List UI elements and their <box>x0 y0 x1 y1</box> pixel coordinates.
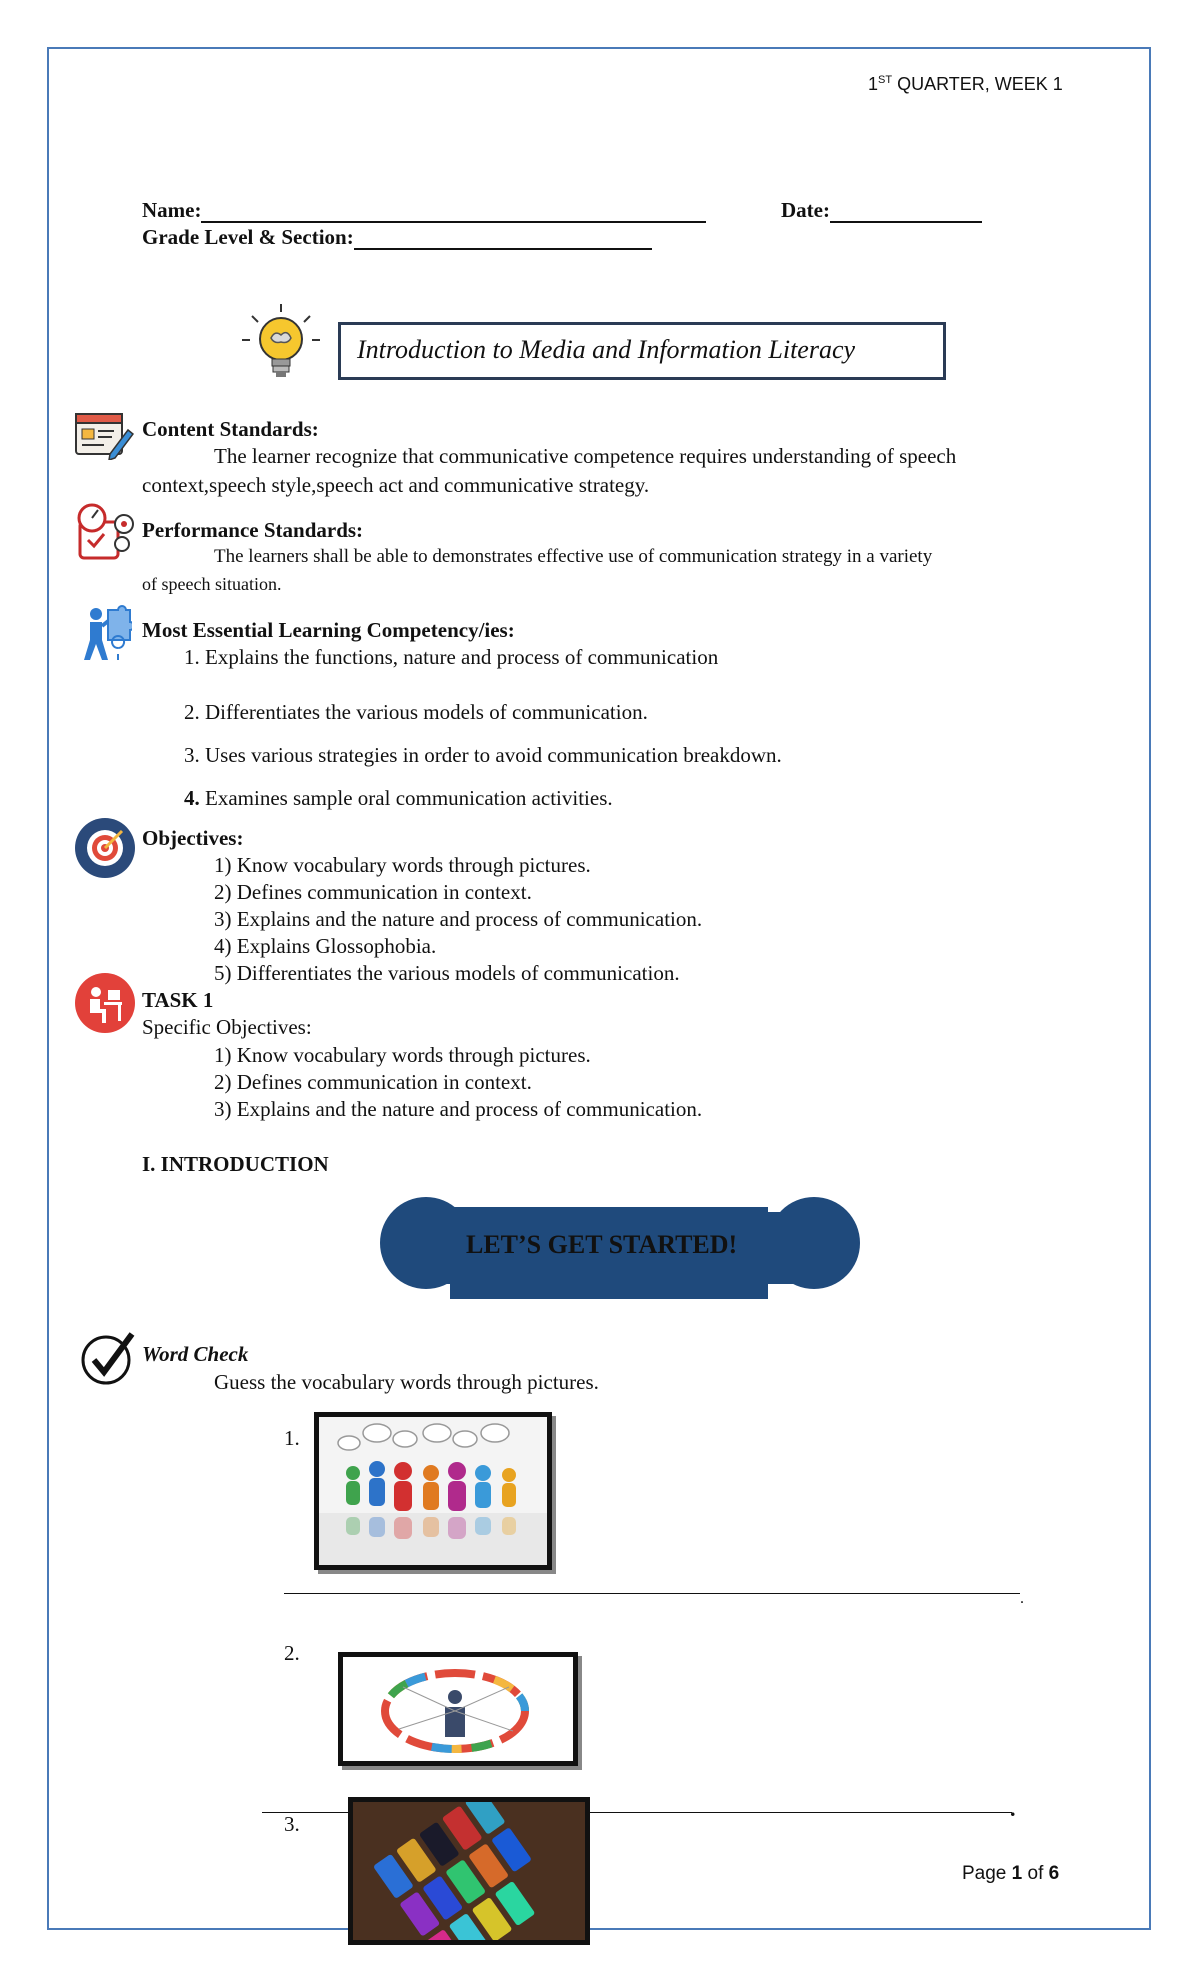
puzzle-person-icon <box>78 604 132 666</box>
picture-people-speech-bubbles <box>314 1412 552 1570</box>
grade-blank[interactable] <box>354 228 652 250</box>
task-objective-3: 3) Explains and the nature and process of communication. <box>214 1097 703 1121</box>
name-field[interactable] <box>142 198 706 223</box>
content-standards-line2: context,speech style,speech act and communicative strategy. <box>142 473 650 497</box>
picture-number-2: 2. <box>284 1641 300 1665</box>
lets-get-started-banner: LET’S GET STARTED! <box>466 1230 738 1259</box>
module-title: Introduction to Media and Information Literacy <box>338 322 946 380</box>
task-heading: TASK 1 <box>142 988 214 1012</box>
task-desk-icon <box>74 972 136 1034</box>
grade-label: Grade Level & Section: <box>142 225 354 249</box>
performance-gauge-icon <box>72 502 138 560</box>
name-label: Name: <box>142 198 202 222</box>
picture-smartphones <box>348 1797 590 1945</box>
objectives-heading: Objectives: <box>142 826 244 850</box>
date-label: Date: <box>781 198 830 222</box>
answer-end-2: . <box>1010 1796 1016 1821</box>
melc-item-1: 1. Explains the functions, nature and process of communication <box>184 645 719 669</box>
quarter-header: 1ST QUARTER, WEEK 1 <box>868 74 1063 94</box>
content-standards-heading: Content Standards: <box>142 417 319 441</box>
word-check-instruction: Guess the vocabulary words through pictures. <box>214 1370 599 1394</box>
page-number: Page 1 of 6 <box>962 1863 1060 1884</box>
answer-end-1: . <box>1020 1590 1024 1607</box>
introduction-heading: I. INTRODUCTION <box>142 1152 329 1176</box>
objective-5: 5) Differentiates the various models of communication. <box>214 961 680 985</box>
picture-number-1: 1. <box>284 1426 300 1450</box>
performance-standards-line2: of speech situation. <box>142 574 282 594</box>
answer-line-1[interactable] <box>284 1593 1020 1594</box>
task-objective-2: 2) Defines communication in context. <box>214 1070 532 1094</box>
task-objective-1: 1) Know vocabulary words through pictures. <box>214 1043 591 1067</box>
melc-item-4: 4. Examines sample oral communication activities. <box>184 786 613 810</box>
date-blank[interactable] <box>830 201 982 223</box>
lightbulb-brain-icon <box>240 302 322 384</box>
target-icon <box>74 817 136 879</box>
objective-3: 3) Explains and the nature and process of communication. <box>214 907 703 931</box>
picture-communication-cycle <box>338 1652 578 1766</box>
content-standards-line1: The learner recognize that communicative competence requires understanding of speech <box>214 444 957 468</box>
melc-item-3: 3. Uses various strategies in order to avoid communication breakdown. <box>184 743 782 767</box>
name-blank[interactable] <box>201 201 706 223</box>
word-check-heading: Word Check <box>142 1342 249 1366</box>
objective-2: 2) Defines communication in context. <box>214 880 532 904</box>
date-field[interactable] <box>781 198 982 223</box>
melc-heading: Most Essential Learning Competency/ies: <box>142 618 515 642</box>
melc-item-2: 2. Differentiates the various models of communication. <box>184 700 648 724</box>
checkmark-icon <box>80 1330 136 1386</box>
content-standards-icon <box>74 410 134 460</box>
performance-standards-line1: The learners shall be able to demonstrates effective use of communication strategy in a variety <box>214 546 933 567</box>
performance-standards-heading: Performance Standards: <box>142 518 364 542</box>
objective-1: 1) Know vocabulary words through pictures. <box>214 853 591 877</box>
task-subheading: Specific Objectives: <box>142 1015 312 1039</box>
picture-number-3: 3. <box>284 1812 300 1836</box>
objective-4: 4) Explains Glossophobia. <box>214 934 437 958</box>
grade-field[interactable] <box>142 225 652 250</box>
